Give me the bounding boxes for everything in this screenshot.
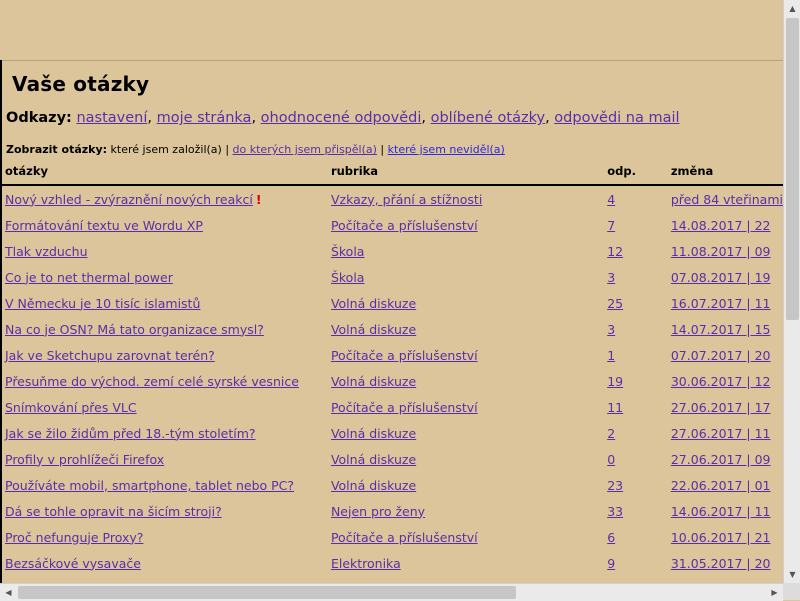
changed-link[interactable]: 07.08.2017 | 19 (670, 269, 771, 285)
question-cell (2, 342, 328, 368)
category-cell (328, 524, 604, 550)
answers-count-cell (604, 472, 668, 498)
question-cell (2, 498, 328, 524)
changed-cell (668, 290, 783, 316)
answers-count-link[interactable]: 25 (607, 295, 624, 311)
answers-count-link[interactable]: 33 (607, 503, 624, 519)
question-link[interactable]: V Německu je 10 tisíc islamistů (5, 295, 201, 311)
answers-count-link[interactable]: 6 (607, 529, 616, 545)
links-label: Odkazy: (6, 110, 72, 126)
answers-count-cell (604, 185, 668, 212)
changed-link[interactable]: 27.06.2017 | 11 (670, 425, 771, 441)
category-cell (328, 238, 604, 264)
question-cell (2, 550, 328, 576)
questions-table (2, 162, 783, 576)
question-cell (2, 446, 328, 472)
answers-count-cell (604, 368, 668, 394)
changed-link[interactable]: 07.07.2017 | 20 (670, 347, 771, 363)
category-link[interactable]: Nejen pro ženy (330, 503, 426, 519)
changed-cell (668, 185, 783, 212)
question-link[interactable]: Na co je OSN? Má tato organizace smysl? (5, 321, 264, 337)
link-rated-answers[interactable]: ohodnocené odpovědi (260, 110, 422, 126)
vertical-scroll-thumb[interactable] (786, 18, 799, 320)
category-cell (328, 550, 604, 576)
category-cell (328, 368, 604, 394)
question-link[interactable]: Proč nefunguje Proxy? (5, 529, 144, 545)
question-cell (2, 420, 328, 446)
question-link[interactable]: Co je to net thermal power (5, 269, 173, 285)
answers-count-cell (604, 420, 668, 446)
header-category[interactable]: rubrika (328, 162, 604, 185)
scroll-left-icon[interactable]: ◀ (5, 588, 12, 597)
category-link[interactable]: Vzkazy, přání a stížnosti (330, 191, 483, 207)
table-body (2, 185, 783, 576)
question-cell (2, 264, 328, 290)
answers-count-link[interactable]: 23 (607, 477, 624, 493)
changed-link[interactable]: 30.06.2017 | 12 (670, 373, 771, 389)
table-row (2, 524, 783, 550)
changed-link[interactable]: 14.08.2017 | 22 (670, 217, 771, 233)
question-link[interactable]: Snímkování přes VLC (5, 399, 137, 415)
question-cell (2, 472, 328, 498)
link-favorite-questions[interactable]: oblíbené otázky (430, 110, 546, 126)
table-row (2, 342, 783, 368)
answers-count-cell (604, 342, 668, 368)
category-link[interactable]: Volná diskuze (330, 477, 417, 493)
category-link[interactable]: Volná diskuze (330, 373, 417, 389)
table-row (2, 212, 783, 238)
header-changed[interactable]: změna (668, 162, 783, 185)
changed-cell (668, 264, 783, 290)
header-answers[interactable]: odp. (604, 162, 668, 185)
header-questions[interactable]: otázky (2, 162, 328, 185)
category-link[interactable]: Počítače a příslušenství (330, 399, 478, 415)
changed-cell (668, 394, 783, 420)
answers-count-link[interactable]: 11 (607, 399, 624, 415)
question-cell (2, 238, 328, 264)
question-link[interactable]: Dá se tohle opravit na šicím stroji? (5, 503, 222, 519)
category-link[interactable]: Škola (330, 269, 365, 285)
question-cell (2, 394, 328, 420)
filter-line: Zobrazit otázky: které jsem založil(a) | do kterých jsem přispěl(a) | které jsem neviděl(a) (6, 143, 505, 156)
table-row (2, 290, 783, 316)
question-link[interactable]: Bezsáčkové vysavače (5, 555, 141, 571)
question-link[interactable]: Přesuňme do východ. zemí celé syrské vesnice (5, 373, 299, 389)
changed-link[interactable]: před 84 vteřinami (670, 191, 783, 207)
changed-cell (668, 524, 783, 550)
changed-link[interactable]: 14.07.2017 | 15 (670, 321, 771, 337)
table-row (2, 368, 783, 394)
changed-cell (668, 316, 783, 342)
category-cell (328, 420, 604, 446)
category-cell (328, 264, 604, 290)
category-cell (328, 212, 604, 238)
table-row (2, 446, 783, 472)
changed-link[interactable]: 27.06.2017 | 17 (670, 399, 771, 415)
table-row (2, 472, 783, 498)
question-link[interactable]: Formátování textu ve Wordu XP (5, 217, 203, 233)
table-row (2, 498, 783, 524)
answers-count-cell (604, 212, 668, 238)
changed-link[interactable]: 11.08.2017 | 09 (670, 243, 771, 259)
question-link[interactable]: Profily v prohlížeči Firefox (5, 451, 165, 467)
table-row (2, 394, 783, 420)
scrollbar-corner (783, 583, 800, 600)
changed-link[interactable]: 16.07.2017 | 11 (670, 295, 771, 311)
filter-current: které jsem založil(a) (110, 143, 222, 156)
category-link[interactable]: Volná diskuze (330, 295, 417, 311)
changed-cell (668, 550, 783, 576)
category-link[interactable]: Volná diskuze (330, 451, 417, 467)
answers-count-link[interactable]: 3 (607, 321, 616, 337)
answers-count-cell (604, 290, 668, 316)
table-row (2, 264, 783, 290)
table-row (2, 316, 783, 342)
category-link[interactable]: Volná diskuze (330, 425, 417, 441)
answers-count-link[interactable]: 1 (607, 347, 616, 363)
link-answers-by-mail[interactable]: odpovědi na mail (554, 110, 680, 126)
category-cell (328, 290, 604, 316)
changed-link[interactable]: 10.06.2017 | 21 (670, 529, 771, 545)
category-link[interactable]: Počítače a příslušenství (330, 529, 478, 545)
changed-cell (668, 446, 783, 472)
question-link[interactable]: Používáte mobil, smartphone, tablet nebo PC? (5, 477, 295, 493)
answers-count-cell (604, 446, 668, 472)
table-row (2, 420, 783, 446)
category-cell (328, 342, 604, 368)
link-settings[interactable]: nastavení (76, 110, 148, 126)
top-divider (0, 60, 783, 61)
link-my-page[interactable]: moje stránka (156, 110, 252, 126)
page-title: Vaše otázky (12, 72, 150, 96)
category-link[interactable]: Elektronika (330, 555, 401, 571)
horizontal-scrollbar[interactable] (0, 583, 783, 601)
question-cell (2, 368, 328, 394)
changed-cell (668, 420, 783, 446)
question-cell (2, 524, 328, 550)
answers-count-link[interactable]: 9 (607, 555, 616, 571)
answers-count-cell (604, 264, 668, 290)
answers-count-link[interactable]: 12 (607, 243, 624, 259)
answers-count-link[interactable]: 7 (607, 217, 616, 233)
table-row (2, 238, 783, 264)
changed-link[interactable]: 14.06.2017 | 11 (670, 503, 771, 519)
scroll-right-icon[interactable]: ▶ (771, 588, 778, 597)
category-link[interactable]: Počítače a příslušenství (330, 347, 478, 363)
table-row (2, 185, 783, 212)
filter-unseen-link[interactable]: které jsem neviděl(a) (387, 143, 505, 156)
answers-count-cell (604, 498, 668, 524)
answers-count-cell (604, 316, 668, 342)
answers-count-link[interactable]: 0 (607, 451, 616, 467)
changed-cell (668, 342, 783, 368)
answers-count-cell (604, 550, 668, 576)
answers-count-cell (604, 238, 668, 264)
question-link[interactable]: Jak ve Sketchupu zarovnat terén? (5, 347, 215, 363)
changed-cell (668, 212, 783, 238)
new-activity-icon: ! (255, 191, 262, 207)
answers-count-link[interactable]: 3 (607, 269, 616, 285)
vertical-scrollbar[interactable] (783, 0, 800, 583)
changed-cell (668, 238, 783, 264)
horizontal-scroll-thumb[interactable] (18, 586, 516, 599)
answers-count-link[interactable]: 19 (607, 373, 624, 389)
category-cell (328, 316, 604, 342)
question-cell (2, 316, 328, 342)
category-cell (328, 472, 604, 498)
category-link[interactable]: Počítače a příslušenství (330, 217, 478, 233)
scroll-down-icon[interactable]: ▼ (789, 570, 796, 579)
category-cell (328, 498, 604, 524)
scroll-up-icon[interactable]: ▲ (789, 4, 796, 13)
question-link[interactable]: Nový vzhled - zvýraznění nových reakcí (5, 191, 253, 207)
changed-cell (668, 498, 783, 524)
question-cell (2, 290, 328, 316)
answers-count-cell (604, 394, 668, 420)
changed-link[interactable]: 22.06.2017 | 01 (670, 477, 771, 493)
table-row (2, 550, 783, 576)
filter-contributed-link[interactable]: do kterých jsem přispěl(a) (232, 143, 377, 156)
table-header-row (2, 162, 783, 185)
answers-count-link[interactable]: 4 (607, 191, 616, 207)
question-cell (2, 212, 328, 238)
answers-count-cell (604, 524, 668, 550)
category-cell (328, 394, 604, 420)
category-cell (328, 185, 604, 212)
links-line: Odkazy: nastavení, moje stránka, ohodnocené odpovědi, oblíbené otázky, odpovědi na mail (6, 110, 680, 126)
question-link[interactable]: Jak se žilo židům před 18.-tým stoletím? (5, 425, 256, 441)
answers-count-link[interactable]: 2 (607, 425, 616, 441)
changed-cell (668, 472, 783, 498)
category-link[interactable]: Volná diskuze (330, 321, 417, 337)
changed-cell (668, 368, 783, 394)
changed-link[interactable]: 31.05.2017 | 20 (670, 555, 771, 571)
question-link[interactable]: Tlak vzduchu (5, 243, 88, 259)
question-cell (2, 185, 328, 212)
filter-label: Zobrazit otázky: (6, 143, 108, 156)
changed-link[interactable]: 27.06.2017 | 09 (670, 451, 771, 467)
category-link[interactable]: Škola (330, 243, 365, 259)
category-cell (328, 446, 604, 472)
